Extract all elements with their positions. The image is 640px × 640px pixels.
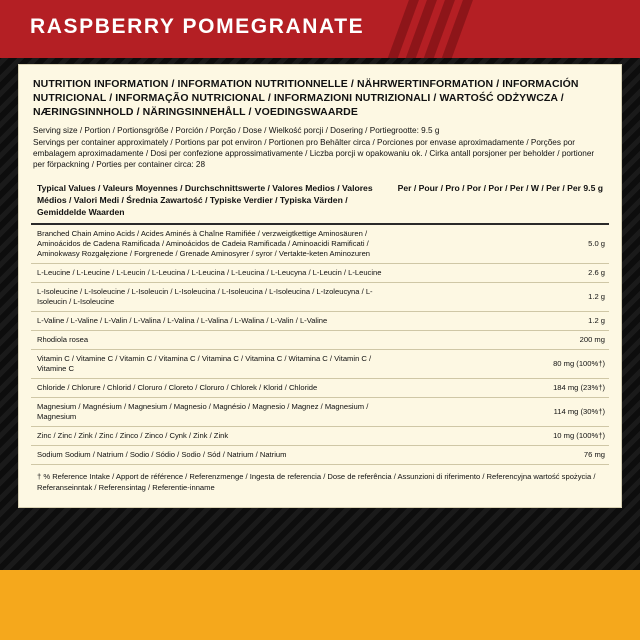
serving-info [33,125,607,170]
nutrient-name: Chloride / Chlorure / Chlorid / Cloruro / Cloreto / Cloruro / Chlorek / Klorid / Chloride [31,379,392,398]
table-row [31,312,609,331]
nutrient-value: 2.6 g [392,264,609,283]
table-row [31,427,609,446]
nutrient-value: 114 mg (30%†) [392,398,609,427]
nutrient-name: Magnesium / Magnésium / Magnesium / Magnesio / Magnésio / Magnesio / Magnez / Magnesium / Magnesium [31,398,392,427]
nutrient-name: L-Leucine / L-Leucine / L-Leucin / L-Leucina / L-Leucina / L-Leucina / L-Leucyna / L-Leucin / L-Leucine [31,264,392,283]
nutrient-value: 200 mg [392,331,609,350]
flavour-title: RASPBERRY POMEGRANATE [30,15,365,38]
flavour-banner [0,0,640,58]
table-row [31,331,609,350]
table-row [31,446,609,465]
nutrient-value: 5.0 g [392,224,609,264]
nutrient-value: 10 mg (100%†) [392,427,609,446]
servings-per-container: Servings per container approximately / Portions par pot environ / Portionen pro Behälter circa / Porciones por envase aproximadamente / Porções por embalagem aproximadamente / Dosi per confezione approssimativamente / Liczba porcji w opakowaniu ok. / Cirka antall porsjoner per beholder / portioner per förpackning / Porties per container circa: 28 [33,138,595,169]
nutrient-name: Sodium Sodium / Natrium / Sodio / Sódio / Sodio / Sód / Natrium / Natrium [31,446,392,465]
nutrient-name: Vitamin C / Vitamine C / Vitamin C / Vitamina C / Vitamina C / Vitamina C / Witamina C / Vitamin C / Vitamine C [31,350,392,379]
serving-size: Serving size / Portion / Portionsgröße / Porción / Porção / Dose / Wielkość porcji / Dosering / Portiegrootte: 9.5 g [33,126,440,135]
nutrient-value: 1.2 g [392,312,609,331]
column-header-value: Per / Pour / Pro / Por / Por / Per / W / Per / Per 9.5 g [392,178,609,224]
nutrient-name: Zinc / Zinc / Zink / Zinc / Zinco / Zinco / Cynk / Zink / Zink [31,427,392,446]
nutrient-name: L-Isoleucine / L-Isoleucine / L-Isoleucin / L-Isoleucina / L-Isoleucina / L-Isoleucina / L-Izoleucyna / L-Isoleucin / L-Isoleucine [31,283,392,312]
column-header-label: Typical Values / Valeurs Moyennes / Durchschnittswerte / Valores Medios / Valores Médios / Valori Medi / Średnia Zawartość / Typiske Verdier / Typiska Värden / Gemiddelde Waarden [31,178,392,224]
bottom-accent-band [0,570,640,640]
nutrient-value: 76 mg [392,446,609,465]
nutrient-name: Rhodiola rosea [31,331,392,350]
table-row [31,350,609,379]
nutrient-value: 1.2 g [392,283,609,312]
nutrient-value: 184 mg (23%†) [392,379,609,398]
nutrition-table [31,178,609,465]
nutrient-name: L-Valine / L-Valine / L-Valin / L-Valina / L-Valina / L-Valina / L-Walina / L-Valin / L-Valine [31,312,392,331]
nutrition-panel [18,64,622,508]
table-row [31,398,609,427]
reference-intake-footnote: † % Reference Intake / Apport de référence / Referenzmenge / Ingesta de referencia / Dose de referência / Assunzioni di riferimento / Referencyjna wartość spożycia / Referanseinntak / Referensintag / Referentie-inname [37,472,596,492]
nutrient-name: Branched Chain Amino Acids / Acides Aminés à Chaîne Ramifiée / verzweigtkettige Aminosäuren / Aminoácidos de Cadena Ramificada / Aminoácidos de Cadeia Ramificada / Aminoacidi Ramificati / Aminokwasy Rozgałęzione / Forgrenede / Grenade Aminosyrer / syror / Vertakte-keten Aminozuren [31,224,392,264]
table-row [31,379,609,398]
nutrient-value: 80 mg (100%†) [392,350,609,379]
panel-heading: NUTRITION INFORMATION / INFORMATION NUTRITIONNELLE / NÄHRWERTINFORMATION / INFORMACIÓN NUTRICIONAL / INFORMAÇÃO NUTRICIONAL / INFORMAZIONI NUTRIZIONALI / WARTOŚĆ ODŻYWCZA / NÆRINGSINNHOLD / NÄRINGSINNEHÅLL / VOEDINGSWAARDE [33,78,579,118]
table-row [31,264,609,283]
table-row [31,283,609,312]
table-row [31,224,609,264]
table-header-row [31,178,609,224]
